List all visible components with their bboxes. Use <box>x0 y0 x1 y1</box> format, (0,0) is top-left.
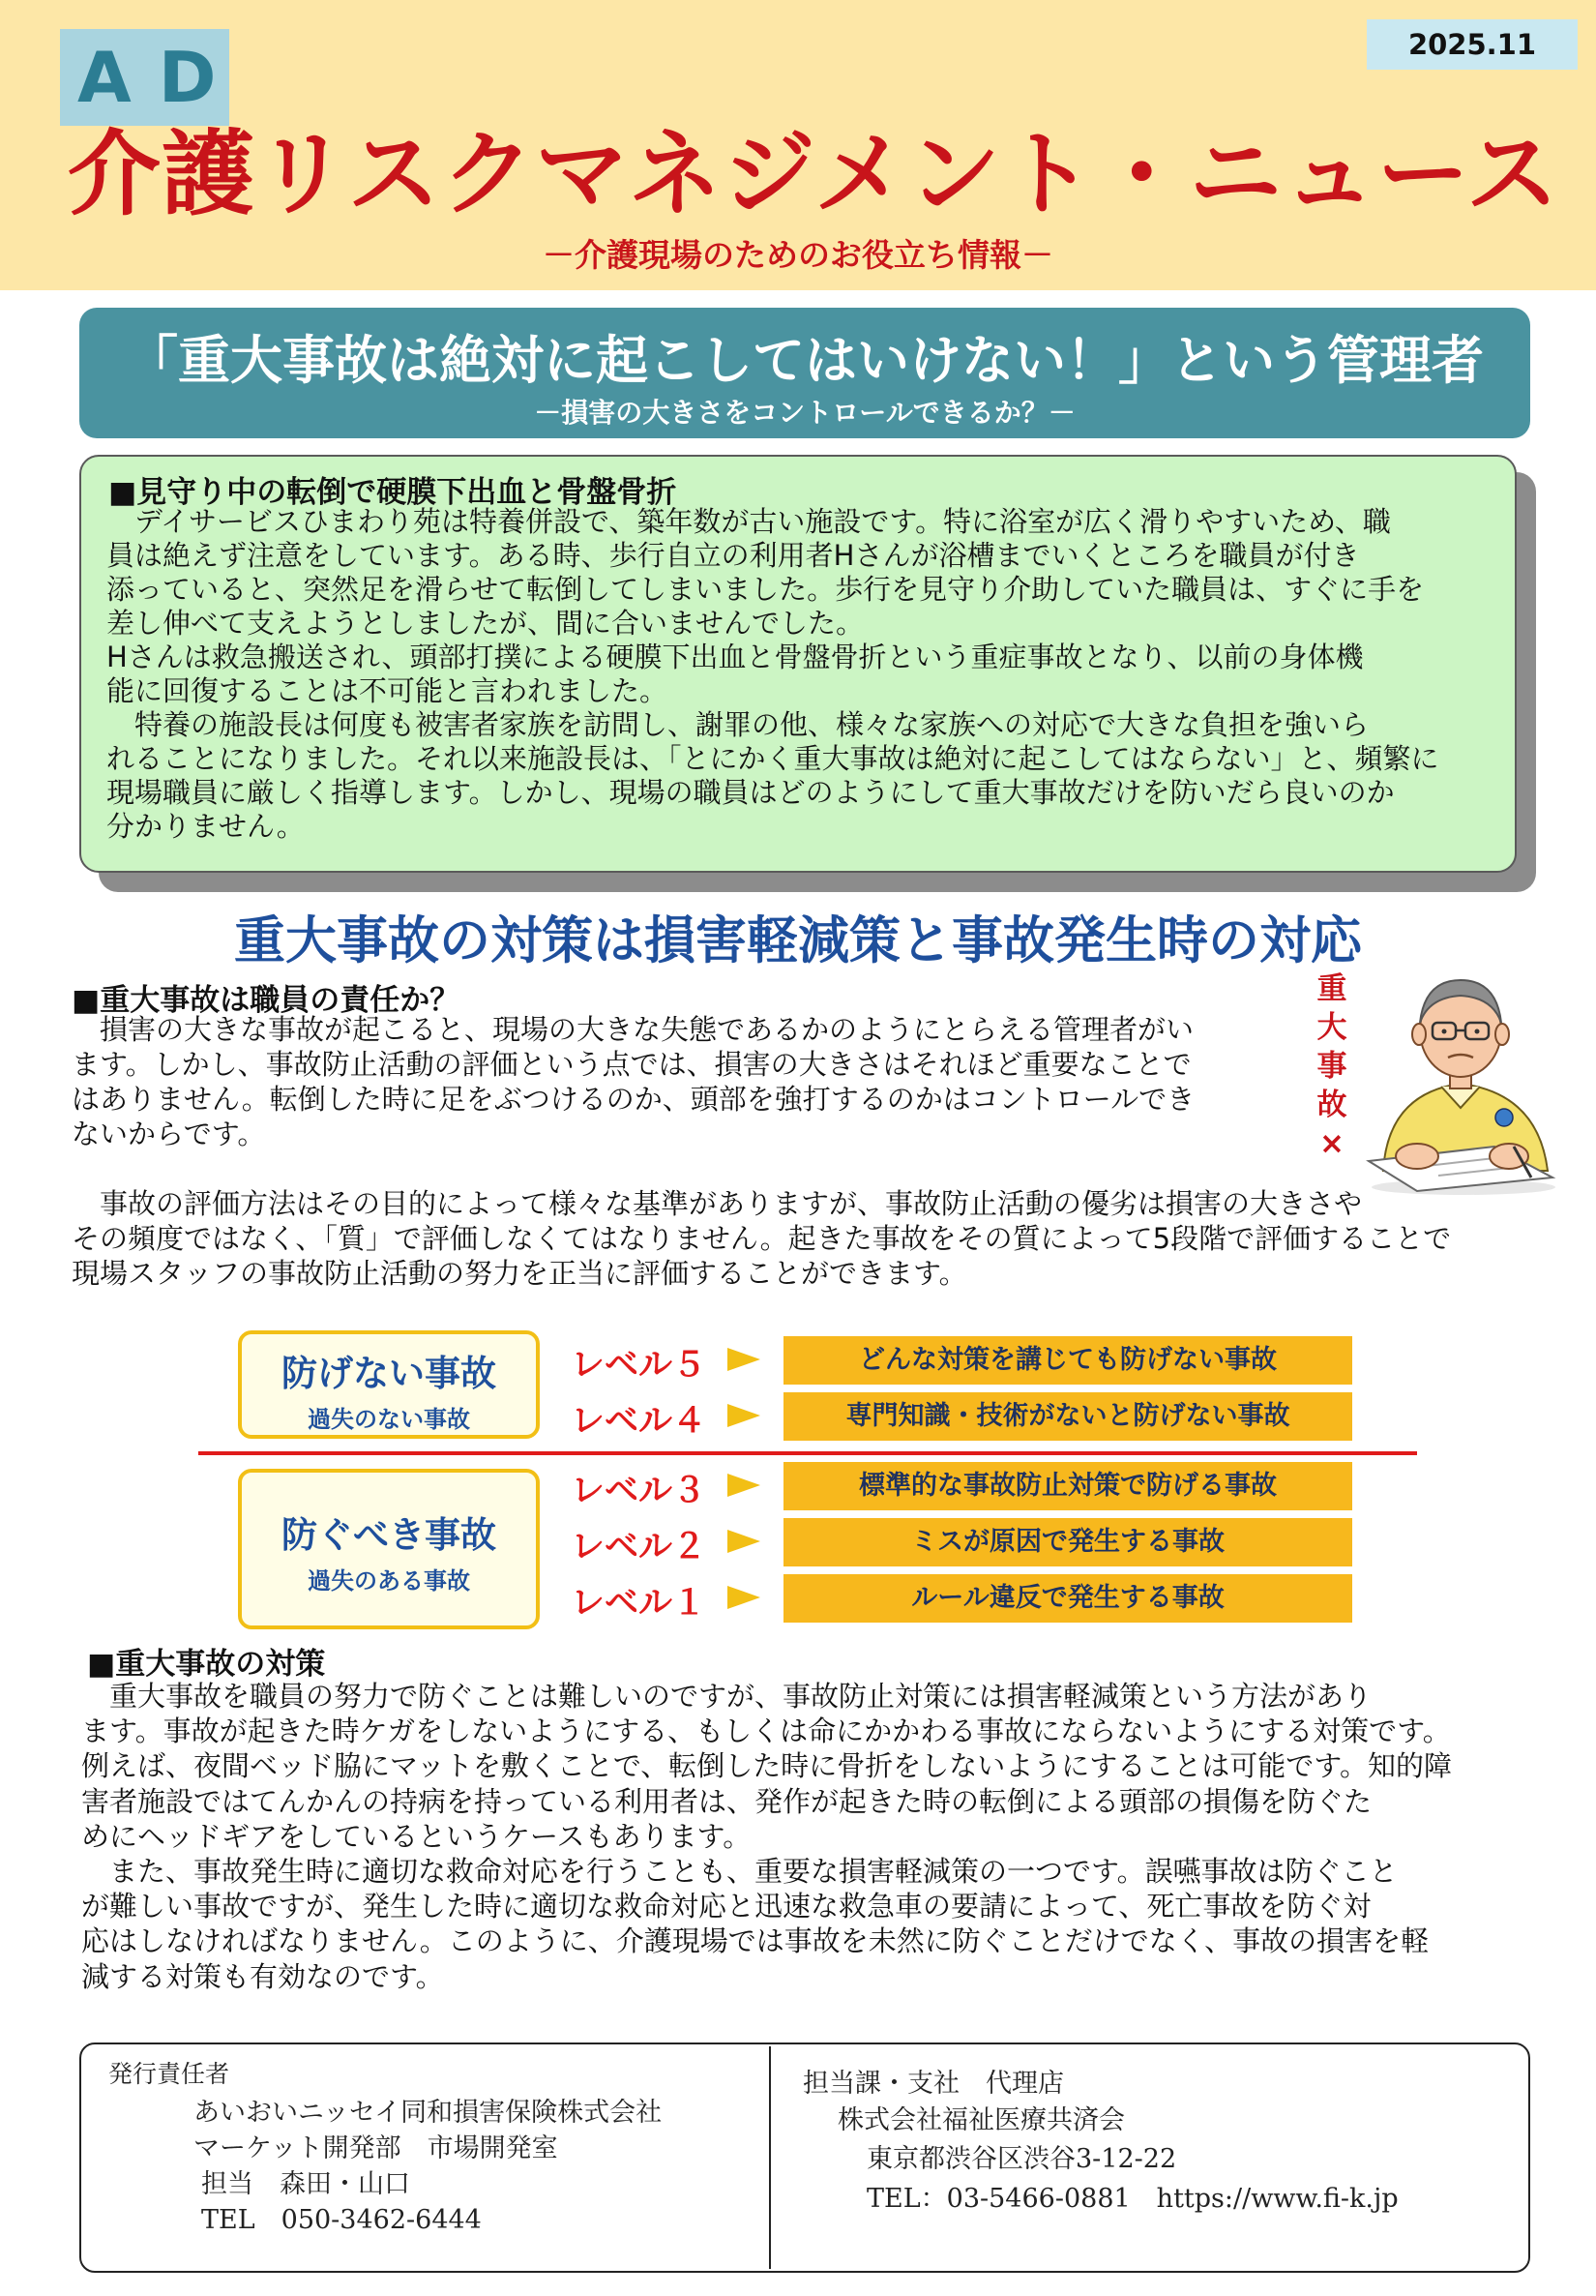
category-main-label: 防げない事故 <box>281 1353 496 1394</box>
case-line: 現場職員に厳しく指導します。しかし、現場の職員はどのようにして重大事故だけを防いだら良いのか <box>106 776 1395 809</box>
responsibility-text <box>72 1012 1290 1151</box>
publisher-company: あいおいニッセイ同和損害保険株式会社 <box>193 2098 663 2128</box>
text-line: が難しい事故ですが、発生した時に適切な救命対応と迅速な救急車の要請によって、死亡事故を防ぐ対 <box>81 1890 1372 1923</box>
publisher-staff: 担当 森田・山口 <box>201 2169 410 2199</box>
text-line: めにヘッドギアをしているというケースもあります。 <box>81 1819 752 1853</box>
manager-illustration-icon <box>1349 963 1562 1195</box>
category-sub-label: 過失のない事故 <box>308 1406 470 1433</box>
case-line: れることになりました。それ以来施設長は、「とにかく重大事故は絶対に起こしてはならない」と、頻繁に <box>106 742 1439 775</box>
agency-label: 担当課・支社 代理店 <box>803 2069 1064 2099</box>
text-line: 応はしなければなりません。このように、介護現場では事故を未然に防ぐことだけでなく、事故の損害を軽 <box>81 1924 1430 1958</box>
topic-title: 「重大事故は絶対に起こしてはいけない！」という管理者 <box>126 330 1484 391</box>
agency-contact: TEL：03-5466-0881 https://www.fi-k.jp <box>867 2184 1399 2214</box>
category-preventable <box>238 1469 540 1629</box>
level-description: 標準的な事故防止対策で防げる事故 <box>783 1462 1352 1510</box>
serious-accident-stamp <box>1313 969 1351 1163</box>
text-line: その頻度ではなく、「質」で評価しなくてはなりません。起きた事故をその質によって5段階で評価することで <box>72 1222 1452 1255</box>
level-arrow-icon <box>727 1348 760 1371</box>
case-line: 能に回復することは不可能と言われました。 <box>106 674 668 707</box>
agency-company: 株式会社福祉医療共済会 <box>838 2105 1125 2135</box>
responsibility-heading: ■重大事故は職員の責任か？ <box>72 983 460 1018</box>
text-line: 現場スタッフの事故防止活動の努力を正当に評価することができます。 <box>72 1257 967 1290</box>
case-text <box>106 505 1485 844</box>
case-line: 員は絶えず注意をしています。ある時、歩行自立の利用者Hさんが浴槽までいくところを職員が付き <box>106 539 1360 572</box>
stamp-char: 大 <box>1316 1010 1347 1045</box>
text-line: 害者施設ではてんかんの持病を持っている利用者は、発作が起きた時の転倒による頭部の損傷を防ぐた <box>81 1784 1373 1818</box>
measures-text <box>81 1679 1561 1994</box>
publisher-label: 発行責任者 <box>108 2060 230 2088</box>
text-line: 重大事故を職員の努力で防ぐことは難しいのですが、事故防止対策には損害軽減策という方法があり <box>81 1680 1373 1713</box>
level-arrow-icon <box>727 1404 760 1427</box>
case-line: Hさんは救急搬送され、頭部打撲による硬膜下出血と骨盤骨折という重症事故となり、以前の身体機 <box>106 641 1364 673</box>
case-line: 分かりません。 <box>106 810 305 843</box>
text-line: 損害の大きな事故が起こると、現場の大きな失態であるかのようにとらえる管理者がい <box>72 1013 1195 1046</box>
text-line: 減する対策も有効なのです。 <box>81 1959 444 1993</box>
text-line: 事故の評価方法はその目的によって様々な基準がありますが、事故防止活動の優劣は損害の大きさや <box>72 1187 1363 1220</box>
measures-heading: ■重大事故の対策 <box>87 1647 326 1682</box>
issue-date: 2025.11 <box>1367 19 1578 70</box>
newsletter-subtitle: －介護現場のためのお役立ち情報－ <box>543 236 1053 274</box>
publisher-tel: TEL 050-3462-6444 <box>201 2205 482 2235</box>
case-line: 添っていると、突然足を滑らせて転倒してしまいました。歩行を見守り介助していた職員は、すぐに手を <box>106 573 1425 606</box>
level-description: どんな対策を講じても防げない事故 <box>783 1336 1352 1385</box>
level-label: レベル１ <box>571 1584 707 1623</box>
stamp-char: 事 <box>1316 1049 1347 1084</box>
text-line: はありません。転倒した時に足をぶつけるのか、頭部を強打するのかはコントロールでき <box>72 1083 1196 1116</box>
category-main-label: 防ぐべき事故 <box>281 1514 496 1556</box>
level-arrow-icon <box>727 1530 760 1553</box>
category-unpreventable <box>238 1330 540 1439</box>
text-line: ます。しかし、事故防止活動の評価という点では、損害の大きさはそれほど重要なことで <box>72 1048 1192 1081</box>
level-arrow-icon <box>727 1586 760 1609</box>
newsletter-title: 介護リスクマネジメント・ニュース <box>68 120 1560 228</box>
case-line: 差し伸べて支えようとしましたが、間に合いませんでした。 <box>106 607 865 640</box>
level-label: レベル２ <box>571 1528 707 1566</box>
text-line: ないからです。 <box>72 1118 266 1150</box>
stamp-char: × <box>1319 1126 1345 1161</box>
topic-subtitle: －損害の大きさをコントロールできるか？－ <box>534 397 1076 429</box>
category-divider <box>198 1451 1417 1455</box>
agency-address: 東京都渋谷区渋谷3-12-22 <box>867 2144 1177 2174</box>
ad-label: AD <box>77 37 244 118</box>
case-heading: ■見守り中の転倒で硬膜下出血と骨盤骨折 <box>108 475 677 510</box>
level-description: 専門知識・技術がないと防げない事故 <box>783 1392 1352 1441</box>
level-arrow-icon <box>727 1474 760 1497</box>
case-line: デイサービスひまわり苑は特養併設で、築年数が古い施設です。特に浴室が広く滑りやすいため、職 <box>106 505 1391 538</box>
publisher-department: マーケット開発部 市場開発室 <box>193 2133 558 2163</box>
text-line: ます。事故が起きた時ケガをしないようにする、もしくは命にかかわる事故にならないようにする対策です。 <box>81 1715 1451 1748</box>
evaluation-text <box>72 1186 1542 1291</box>
level-label: レベル３ <box>571 1472 707 1510</box>
category-sub-label: 過失のある事故 <box>308 1567 470 1595</box>
section-title: 重大事故の対策は損害軽減策と事故発生時の対応 <box>234 911 1362 970</box>
text-line: また、事故発生時に適切な救命対応を行うことも、重要な損害軽減策の一つです。誤嚥事故は防ぐこと <box>81 1855 1398 1889</box>
text-line: 例えば、夜間ベッド脇にマットを敷くことで、転倒した時に骨折をしないようにすることは可能です。知的障 <box>81 1749 1452 1783</box>
level-description: ルール違反で発生する事故 <box>783 1574 1352 1623</box>
case-line: 特養の施設長は何度も被害者家族を訪問し、謝罪の他、様々な家族への対応で大きな負担を強いら <box>106 708 1370 741</box>
footer-divider <box>769 2046 771 2269</box>
level-label: レベル４ <box>571 1402 707 1441</box>
level-description: ミスが原因で発生する事故 <box>783 1518 1352 1566</box>
stamp-char: 故 <box>1316 1088 1347 1122</box>
level-label: レベル５ <box>571 1346 707 1385</box>
stamp-char: 重 <box>1316 971 1347 1006</box>
